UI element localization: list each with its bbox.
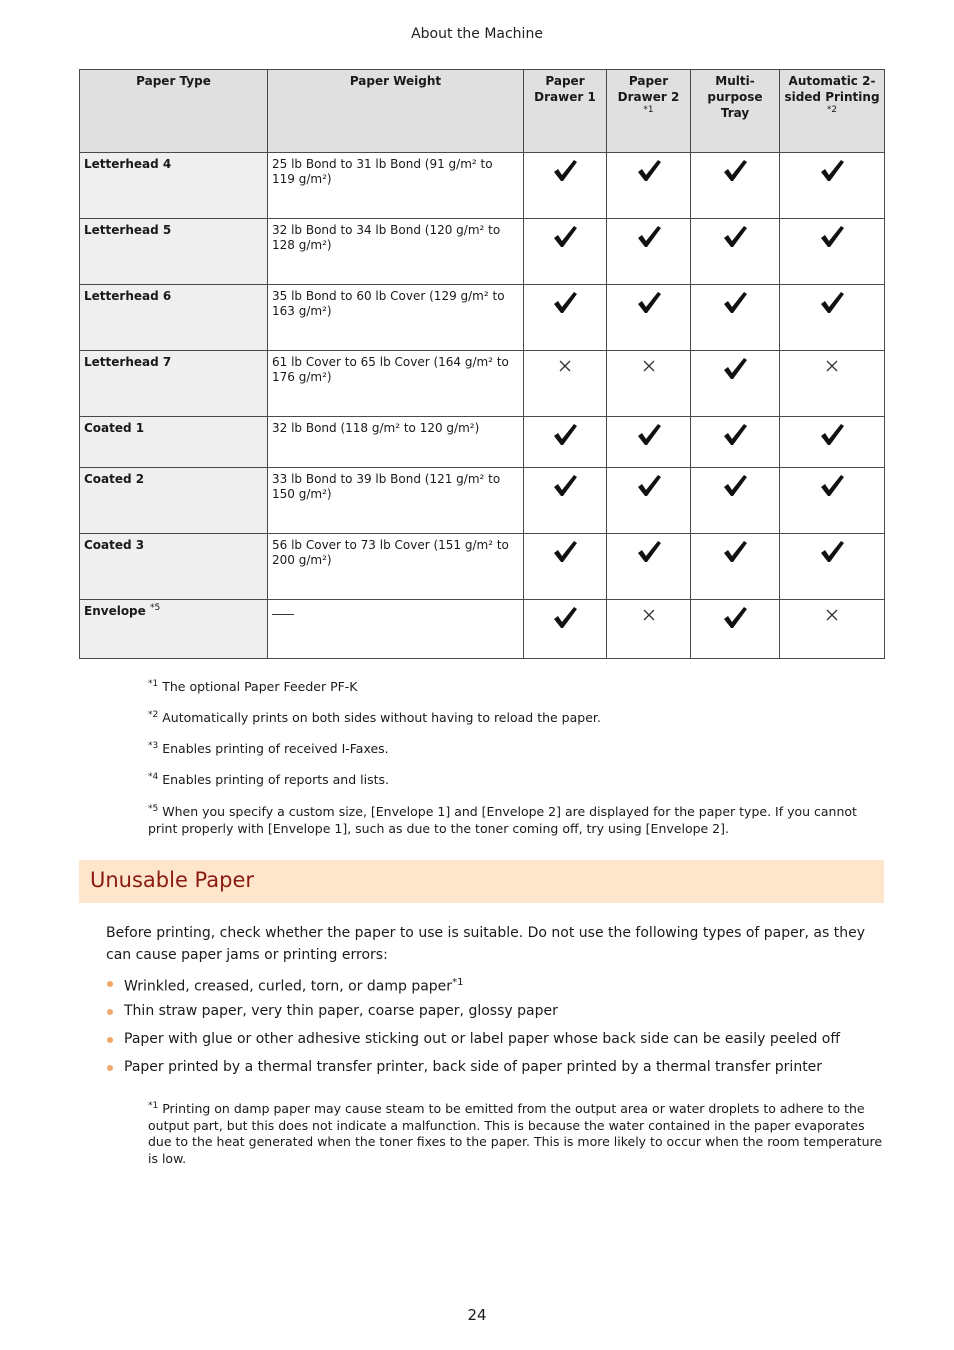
- paper-weight-cell: 32 lb Bond (118 g/m² to 120 g/m²): [268, 417, 524, 468]
- paper-type-cell: Envelope $^{*5}$: [80, 600, 268, 659]
- support-cell: [780, 600, 885, 659]
- checkmark-icon: [552, 172, 578, 186]
- checkmark-icon: [722, 238, 748, 252]
- support-cell: [524, 468, 607, 534]
- col-header-multi-purpose-tray: Multi-purpose Tray: [691, 70, 780, 153]
- paper-type-cell: Letterhead 6: [80, 285, 268, 351]
- footnote-3: $^{*3}$ Enables printing of received I-Faxes.: [148, 741, 389, 757]
- paper-type-cell: Coated 3: [80, 534, 268, 600]
- checkmark-icon: [636, 304, 662, 318]
- table-footnotes: [148, 676, 878, 849]
- checkmark-icon: [819, 553, 845, 567]
- support-cell: [524, 417, 607, 468]
- paper-weight-cell: 33 lb Bond to 39 lb Bond (121 g/m² to 150 g/m²): [268, 468, 524, 534]
- bullet-icon: [107, 1009, 113, 1015]
- paper-type-cell: Coated 1: [80, 417, 268, 468]
- cross-icon: [559, 361, 571, 375]
- table-row: [80, 417, 885, 468]
- footnote-2: $^{*2}$ Automatically prints on both sides without having to reload the paper.: [148, 710, 601, 726]
- footnote-ref: *5: [149, 603, 161, 613]
- paper-weight-cell: 56 lb Cover to 73 lb Cover (151 g/m² to 200 g/m²): [268, 534, 524, 600]
- checkmark-icon: [819, 172, 845, 186]
- table-row: [80, 219, 885, 285]
- checkmark-icon: [722, 619, 748, 633]
- paper-type-cell: Letterhead 5: [80, 219, 268, 285]
- support-cell: [691, 351, 780, 417]
- checkmark-icon: [552, 238, 578, 252]
- support-cell: [780, 468, 885, 534]
- support-cell: [524, 285, 607, 351]
- checkmark-icon: [636, 487, 662, 501]
- section-intro: Before printing, check whether the paper to use is suitable. Do not use the following types of paper, as they can cause paper jams or printing errors:: [106, 925, 865, 963]
- col-header-paper-drawer-1: Paper Drawer 1: [524, 70, 607, 153]
- cross-icon: [643, 361, 655, 375]
- checkmark-icon: [552, 436, 578, 450]
- support-cell: [780, 534, 885, 600]
- support-cell: [607, 285, 691, 351]
- list-item: Wrinkled, creased, curled, torn, or damp paper$^{*1}$: [106, 972, 886, 1000]
- support-cell: [691, 219, 780, 285]
- support-cell: [780, 417, 885, 468]
- support-cell: [691, 468, 780, 534]
- footnote-1: $^{*1}$ The optional Paper Feeder PF-K: [148, 679, 358, 695]
- checkmark-icon: [552, 619, 578, 633]
- table-row: [80, 285, 885, 351]
- table-row: [80, 351, 885, 417]
- checkmark-icon: [552, 304, 578, 318]
- checkmark-icon: [552, 553, 578, 567]
- support-cell: [607, 468, 691, 534]
- checkmark-icon: [819, 238, 845, 252]
- running-header: About the Machine: [411, 26, 543, 42]
- checkmark-icon: [722, 370, 748, 384]
- table-header-row: [80, 70, 885, 153]
- paper-weight-cell: [268, 600, 524, 659]
- support-cell: [607, 534, 691, 600]
- table-row: [80, 153, 885, 219]
- section-title: Unusable Paper: [90, 868, 255, 892]
- col-header-paper-weight: Paper Weight: [268, 70, 524, 153]
- bullet-icon: [107, 1037, 113, 1043]
- cross-icon: [826, 361, 838, 375]
- table-row: [80, 468, 885, 534]
- support-cell: [691, 600, 780, 659]
- checkmark-icon: [722, 487, 748, 501]
- checkmark-icon: [819, 436, 845, 450]
- support-cell: [691, 285, 780, 351]
- dash-icon: [272, 614, 294, 615]
- paper-weight-cell: 35 lb Bond to 60 lb Cover (129 g/m² to 163 g/m²): [268, 285, 524, 351]
- paper-type-cell: Letterhead 4: [80, 153, 268, 219]
- support-cell: [524, 219, 607, 285]
- col-header-paper-type: Paper Type: [80, 70, 268, 153]
- paper-type-table: [79, 69, 885, 659]
- support-cell: [607, 600, 691, 659]
- page-number: 24: [467, 1306, 487, 1324]
- checkmark-icon: [722, 304, 748, 318]
- support-cell: [780, 153, 885, 219]
- checkmark-icon: [819, 487, 845, 501]
- checkmark-icon: [636, 172, 662, 186]
- checkmark-icon: [722, 436, 748, 450]
- paper-weight-cell: 32 lb Bond to 34 lb Bond (120 g/m² to 128 g/m²): [268, 219, 524, 285]
- col-header-paper-drawer-2: Paper Drawer 2 $^{*1}$: [607, 70, 691, 153]
- cross-icon: [826, 610, 838, 624]
- support-cell: [691, 417, 780, 468]
- support-cell: [780, 219, 885, 285]
- bullet-icon: [107, 1065, 113, 1071]
- cross-icon: [643, 610, 655, 624]
- footnote-4: $^{*4}$ Enables printing of reports and lists.: [148, 772, 389, 788]
- table-row: [80, 534, 885, 600]
- support-cell: [607, 153, 691, 219]
- checkmark-icon: [819, 304, 845, 318]
- section-note: $^{*1}$ Printing on damp paper may cause steam to be emitted from the output area or water droplets to adhere to the output part, but this does not indicate a malfunction. This is because the water contained in the paper evaporates due to the heat generated when the toner fixes to the paper. This is more likely to occur when the room temperature is low.: [148, 1101, 883, 1166]
- support-cell: [524, 600, 607, 659]
- support-cell: [524, 351, 607, 417]
- paper-weight-cell: 25 lb Bond to 31 lb Bond (91 g/m² to 119 g/m²): [268, 153, 524, 219]
- checkmark-icon: [636, 436, 662, 450]
- support-cell: [691, 534, 780, 600]
- unusable-paper-list: [106, 972, 886, 1084]
- col-header-auto-2-sided: Automatic 2-sided Printing $^{*2}$: [780, 70, 885, 153]
- checkmark-icon: [552, 487, 578, 501]
- checkmark-icon: [722, 553, 748, 567]
- paper-weight-cell: 61 lb Cover to 65 lb Cover (164 g/m² to 176 g/m²): [268, 351, 524, 417]
- checkmark-icon: [722, 172, 748, 186]
- bullet-icon: [107, 981, 113, 987]
- support-cell: [607, 417, 691, 468]
- footnote-ref: *2: [826, 105, 838, 115]
- list-item: Paper with glue or other adhesive sticking out or label paper whose back side can be easily peeled off: [106, 1028, 886, 1056]
- support-cell: [524, 153, 607, 219]
- footnote-ref: *1: [643, 105, 654, 115]
- checkmark-icon: [636, 553, 662, 567]
- support-cell: [691, 153, 780, 219]
- section-heading-band: [79, 860, 884, 903]
- checkmark-icon: [636, 238, 662, 252]
- footnote-5: $^{*5}$ When you specify a custom size, [Envelope 1] and [Envelope 2] are displayed for the paper type. If you cannot print properly with [Envelope 1], such as due to the toner coming off, try using [Envelope 2].: [148, 803, 857, 836]
- list-item: Thin straw paper, very thin paper, coarse paper, glossy paper: [106, 1000, 886, 1028]
- paper-type-cell: Letterhead 7: [80, 351, 268, 417]
- table-row: [80, 600, 885, 659]
- support-cell: [607, 219, 691, 285]
- support-cell: [780, 351, 885, 417]
- list-item: Paper printed by a thermal transfer printer, back side of paper printed by a thermal transfer printer: [106, 1056, 886, 1084]
- support-cell: [524, 534, 607, 600]
- paper-type-cell: Coated 2: [80, 468, 268, 534]
- support-cell: [780, 285, 885, 351]
- support-cell: [607, 351, 691, 417]
